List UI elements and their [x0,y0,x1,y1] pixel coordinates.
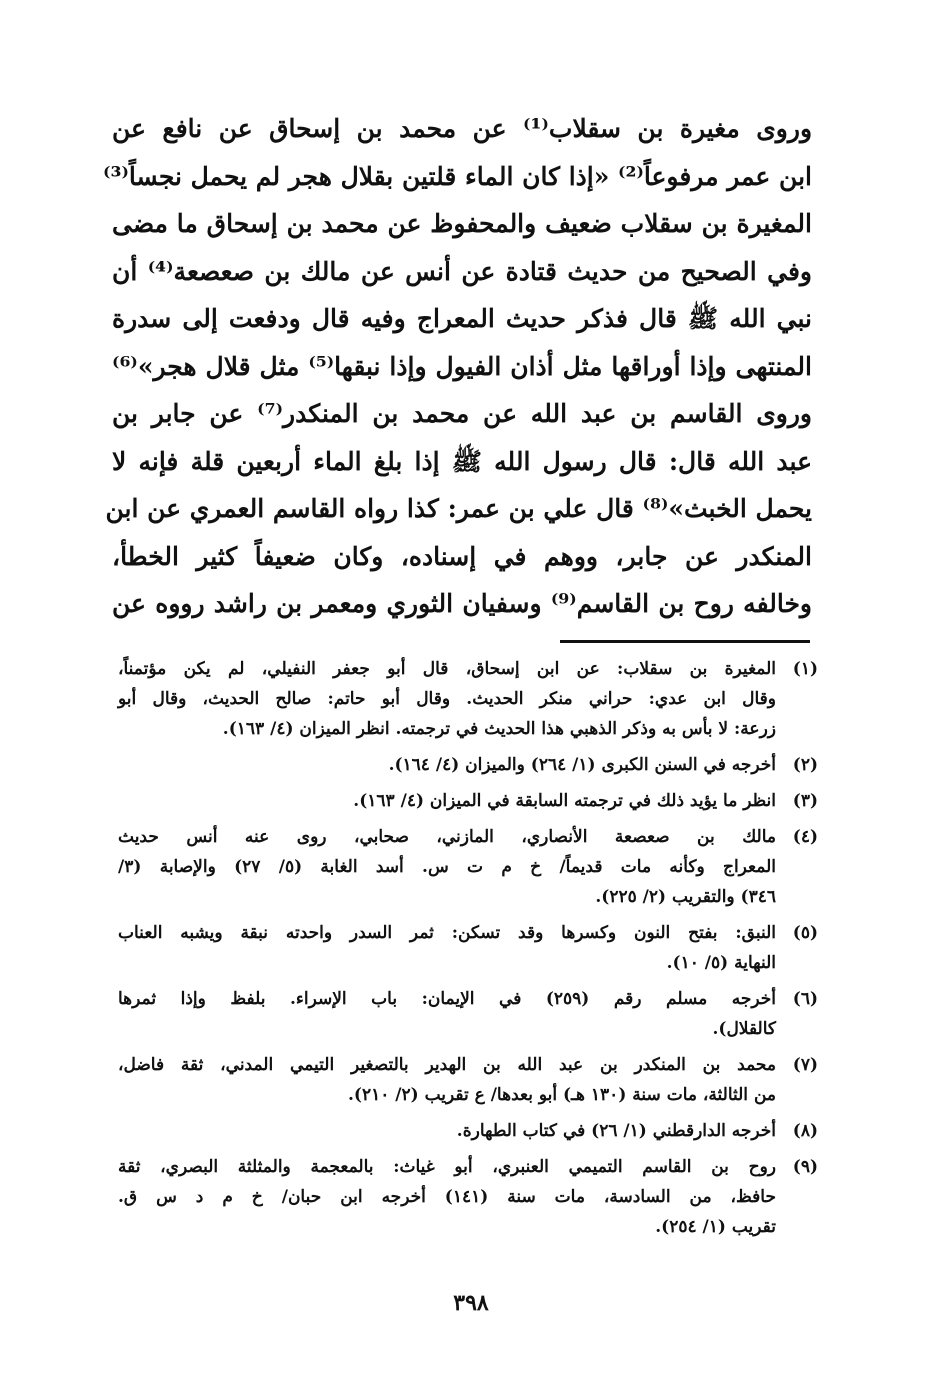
footnote-line: مالك بن صعصعة الأنصاري، المازني، صحابي، روى عنه أنس حديث [118,827,776,847]
footnote-number: (٩) [792,1157,818,1177]
footnote-line: تقريب (١/ ٢٥٤). [655,1217,776,1237]
footnote-line: زرعة: لا بأس به وذكر الذهبي هذا الحديث في ترجمته. انظر الميزان (٤/ ١٦٣). [222,719,776,739]
footnote-line: محمد بن المنكدر بن عبد الله بن الهدير بالتصغير التيمي المدني، ثقة فاضل، [118,1055,776,1075]
footnote-1 [118,654,818,744]
footnote-line: أخرجه الدارقطني (١/ ٢٦) في كتاب الطهارة. [456,1121,776,1141]
footnote-line: أخرجه في السنن الكبرى (١/ ٢٦٤) والميزان (٤/ ١٦٤). [388,755,776,775]
body-line: يحمل الخبث»⁽⁸⁾ قال علي بن عمر: كذا رواه القاسم العمري عن ابن [105,494,812,523]
footnote-line: المغيرة بن سقلاب: عن ابن إسحاق، قال أبو جعفر النفيلي، لم يكن مؤتمناً، [118,659,776,679]
footnote-number: (٦) [792,989,818,1009]
body-line: المنكدر عن جابر، ووهم في إسناده، وكان ضعيفاً كثير الخطأ، [112,541,812,571]
footnote-5 [118,918,818,978]
footnote-number: (٢) [792,755,818,775]
footnote-6 [118,984,818,1044]
footnote-number: (٥) [792,923,818,943]
body-line: ابن عمر مرفوعاً⁽²⁾ «إذا كان الماء قلتين بقلال هجر لم يحمل نجساً⁽³⁾ [103,161,812,191]
footnote-line: حافظ، من السادسة، مات سنة (١٤١) أخرجه ابن حبان/ خ م د س ق. [118,1187,776,1207]
body-line: وفي الصحيح من حديث قتادة عن أنس عن مالك بن صعصعة⁽⁴⁾ أن [112,256,812,286]
page-number: ٣٩٨ [453,1290,489,1316]
footnote-number: (٧) [792,1055,818,1075]
footnote-8 [118,1116,818,1146]
footnote-9 [118,1152,818,1242]
footnote-line: وقال ابن عدي: حراني منكر الحديث. وقال أبو حاتم: صالح الحديث، وقال أبو [118,689,776,709]
footnote-2 [118,750,818,780]
footnote-7 [118,1050,818,1110]
footnote-line: النبق: بفتح النون وكسرها وقد تسكن: ثمر السدر واحدته نبقة ويشبه العناب [118,923,776,943]
footnotes-section [118,654,818,1248]
footnote-line: النهاية (٥/ ١٠). [666,953,776,973]
main-body-text [103,105,813,628]
body-line: وروى مغيرة بن سقلاب⁽¹⁾ عن محمد بن إسحاق عن نافع عن [112,114,813,143]
footnote-line: كالقلال). [712,1019,776,1039]
footnote-3 [118,786,818,816]
body-line: عبد الله قال: قال رسول الله ﷺ إذا بلغ الماء أربعين قلة فإنه لا [112,446,812,476]
body-line: المنتهى وإذا أوراقها مثل أذان الفيول وإذا نبقها⁽⁵⁾ مثل قلال هجر»⁽⁶⁾ [112,351,812,381]
footnote-line: روح بن القاسم التميمي العنبري، أبو غياث: بالمعجمة والمثلثة البصري، ثقة [118,1157,776,1177]
body-line: وخالفه روح بن القاسم⁽⁹⁾ وسفيان الثوري ومعمر بن راشد رووه عن [112,589,812,618]
footnote-4 [118,822,818,912]
body-line: وروى القاسم بن عبد الله عن محمد بن المنكدر⁽⁷⁾ عن جابر بن [112,399,812,428]
footnote-line: ٣٤٦) والتقريب (٢/ ٢٢٥). [595,887,776,907]
footnote-line: من الثالثة، مات سنة (١٣٠ هـ) أبو بعدها/ ع تقريب (٢/ ٢١٠). [347,1085,776,1105]
body-line: المغيرة بن سقلاب ضعيف والمحفوظ عن محمد بن إسحاق ما مضى [112,209,812,238]
footnote-line: أخرجه مسلم رقم (٢٥٩) في الإيمان: باب الإسراء. بلفظ وإذا ثمرها [118,989,776,1009]
footnote-number: (٨) [792,1121,818,1141]
footnote-number: (٤) [792,827,818,847]
footnote-separator [560,640,810,643]
footnote-line: انظر ما يؤيد ذلك في ترجمته السابقة في الميزان (٤/ ١٦٣). [353,791,776,811]
footnote-number: (١) [792,659,818,679]
body-line: نبي الله ﷺ قال فذكر حديث المعراج وفيه قال ودفعت إلى سدرة [112,304,812,333]
footnote-number: (٣) [792,791,818,811]
footnote-line: المعراج وكأنه مات قديماً/ خ م ت س. أسد الغابة (٥/ ٢٧) والإصابة (٣/ [118,857,776,877]
